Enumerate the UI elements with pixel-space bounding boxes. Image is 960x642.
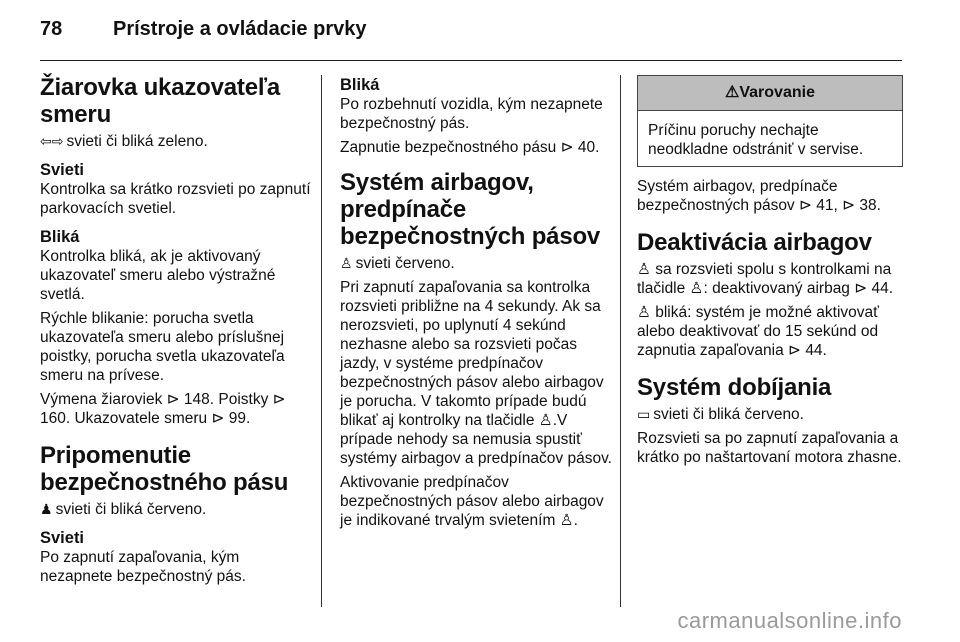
heading-blika-2: Bliká (340, 76, 380, 94)
heading-svieti: Svieti (40, 161, 85, 179)
watermark: carmanualsonline.info (677, 608, 902, 633)
header-rule (40, 60, 902, 61)
charge-intro (637, 405, 903, 424)
heading-turn-signal: Žiarovka ukazovateľa smeru (40, 74, 281, 128)
airbag-icon: ♙ (340, 255, 353, 271)
battery-icon: ▭ (637, 406, 651, 422)
blika-2-text-1: Po rozbehnutí vozidla, kým nezapnete bezpečnostný pás. (340, 96, 603, 132)
page-number: 78 (40, 18, 63, 40)
blika-text-1: Kontrolka bliká, ak je aktivovaný ukazovateľ smeru alebo výstražné svetlá. (40, 248, 276, 303)
deact-text-1: ♙ sa rozsvieti spolu s kontrolkami na tlačidle ♙: deaktivovaný airbag ⊳ 44. (637, 261, 894, 297)
heading-seatbelt-reminder: Pripomenutie bezpečnostného pásu (40, 442, 289, 496)
heading-charging-system: Systém dobíjania (637, 374, 832, 401)
airbag-reference: Systém airbagov, predpínače bezpečnostných pásov ⊳ 41, ⊳ 38. (637, 178, 881, 214)
turn-signal-icon: ⇦⇨ (40, 133, 64, 149)
airbag-text-1: Pri zapnutí zapaľovania sa kontrolka rozsvieti približne na 4 sekundy. Ak sa nerozsvieti, po uplynutí 4 sekúnd nezhasne alebo sa rozsvieti počas jazdy, v systéme predpínačov bezpečnostných pásov alebo airbagov je porucha. V takomto prípade budú blikať aj kontrolky na tlačidle ♙.V prípade nehody sa nemusia spustiť systémy airbagov a predpínačov pásov. (340, 279, 612, 467)
seatbelt-icon: ♟ (40, 501, 53, 517)
heading-blika: Bliká (40, 228, 80, 246)
turn-intro-text: svieti či bliká zeleno. (66, 133, 208, 150)
column-3 (637, 68, 903, 472)
column-divider-2 (620, 75, 621, 607)
heading-svieti-2: Svieti (40, 529, 85, 547)
turn-intro (40, 132, 312, 151)
warning-box (637, 75, 903, 167)
charge-intro-text: svieti či bliká červeno. (653, 406, 804, 423)
svieti-text: Kontrolka sa krátko rozsvieti po zapnutí parkovacích svetiel. (40, 181, 311, 217)
svieti-2-text: Po zapnutí zapaľovania, kým nezapnete bezpečnostný pás. (40, 549, 246, 585)
warning-title: ⚠Varovanie (638, 76, 902, 111)
belt-intro-text: svieti či bliká červeno. (55, 501, 207, 518)
column-1 (40, 68, 312, 591)
belt-intro (40, 500, 312, 519)
charge-text: Rozsvieti sa po zapnutí zapaľovania a krátko po naštartovaní motora zhasne. (637, 430, 902, 466)
airbag-intro (340, 254, 612, 273)
column-divider-1 (321, 75, 322, 607)
airbag-text-2: Aktivovanie predpínačov bezpečnostných pásov alebo airbagov je indikované trvalým svietením ♙. (340, 474, 604, 529)
blika-text-3: Výmena žiaroviek ⊳ 148. Poistky ⊳ 160. Ukazovatele smeru ⊳ 99. (40, 391, 286, 427)
heading-airbag-deactivation: Deaktivácia airbagov (637, 229, 872, 256)
airbag-intro-text: svieti červeno. (355, 255, 455, 272)
blika-text-2: Rýchle blikanie: porucha svetla ukazovateľa smeru alebo príslušnej poistky, porucha svetla ukazovateľa smeru na prívese. (40, 310, 285, 384)
deact-text-2: ♙ bliká: systém je možné aktivovať alebo deaktivovať do 15 sekúnd od zapnutia zapaľovania ⊳ 44. (637, 304, 879, 359)
blika-2-text-2: Zapnutie bezpečnostného pásu ⊳ 40. (340, 139, 600, 156)
heading-airbag-system: Systém airbagov, predpínače bezpečnostných pásov (340, 169, 601, 250)
page-title: Prístroje a ovládacie prvky (113, 18, 367, 40)
warning-text: Príčinu poruchy nechajte neodkladne odstrániť v servise. (648, 122, 864, 158)
column-2 (340, 68, 612, 535)
